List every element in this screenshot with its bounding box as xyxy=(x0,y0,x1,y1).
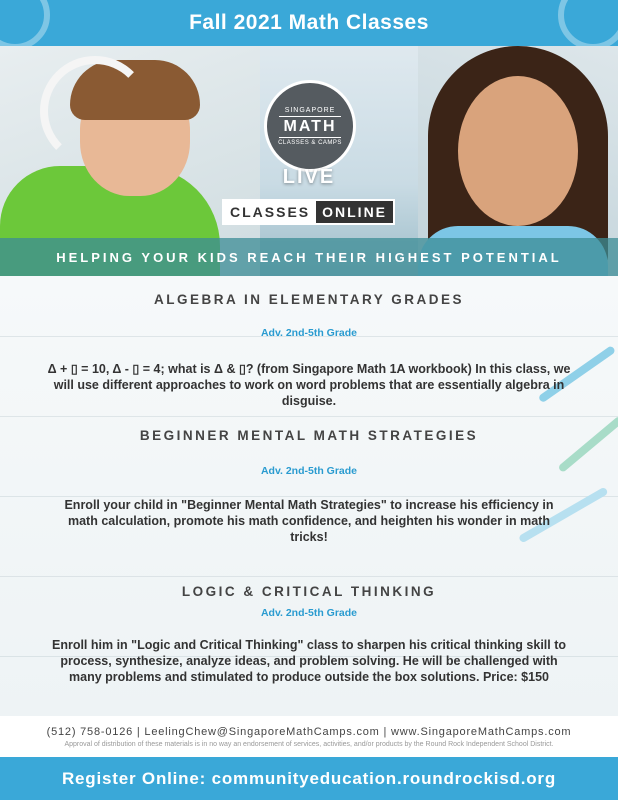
class-algebra xyxy=(40,292,578,409)
online-label: ONLINE xyxy=(316,201,393,223)
class-description-block xyxy=(40,637,578,685)
wood-grain xyxy=(0,416,618,417)
logo-top-text: SINGAPORE xyxy=(284,106,336,114)
hero-photo xyxy=(0,46,618,276)
class-title: BEGINNER MENTAL MATH STRATEGIES xyxy=(139,428,479,443)
class-description: Δ + ▯ = 10, Δ - ▯ = 4; what is Δ & ▯? (from Singapore Math 1A workbook) In this class, we will use different approaches to work on word problems that are essentially algebra in disguise. xyxy=(47,362,571,408)
tagline-bar xyxy=(0,238,618,276)
header-bar xyxy=(0,0,618,46)
class-price: Price: $150 xyxy=(482,670,549,684)
wood-grain xyxy=(0,576,618,577)
singapore-math-logo xyxy=(264,80,356,172)
class-title: LOGIC & CRITICAL THINKING xyxy=(181,584,437,599)
live-label: LIVE xyxy=(282,166,336,188)
register-bar xyxy=(0,757,618,800)
class-logic xyxy=(40,584,578,685)
logo-bottom-text: CLASSES & CAMPS xyxy=(278,139,342,146)
content-area xyxy=(0,276,618,716)
classes-online-badge xyxy=(222,199,395,225)
page-title: Fall 2021 Math Classes xyxy=(189,11,429,34)
class-description: Enroll your child in "Beginner Mental Math Strategies" to increase his efficiency in math calculation, promote his math confidence, and heighten his wonder in math tricks! xyxy=(64,498,554,544)
logo-main-text: MATH xyxy=(279,116,340,138)
class-description: Enroll him in "Logic and Critical Thinking" class to sharpen his critical thinking skill to process, synthesize, analyze ideas, and problem solving. He will be challenged with many problems and stimulated to produce outside the box solutions. xyxy=(51,638,567,684)
class-grade: Adv. 2nd-5th Grade xyxy=(260,465,358,477)
girl-face xyxy=(458,76,578,226)
class-grade: Adv. 2nd-5th Grade xyxy=(260,607,358,619)
clock-decoration-icon xyxy=(558,0,618,50)
class-title: ALGEBRA IN ELEMENTARY GRADES xyxy=(153,292,464,307)
clock-decoration-icon xyxy=(0,0,50,50)
classes-label: CLASSES xyxy=(224,201,316,223)
headphones-icon xyxy=(40,56,150,166)
tagline-text: HELPING YOUR KIDS REACH THEIR HIGHEST POTENTIAL xyxy=(56,249,562,265)
disclaimer: Approval of distribution of these materials is in no way an endorsement of services, activities, and/or products by the Round Rock Independent School District. xyxy=(64,741,554,748)
register-link[interactable]: Register Online: communityeducation.roundrockisd.org xyxy=(61,768,557,788)
class-grade: Adv. 2nd-5th Grade xyxy=(260,327,358,339)
class-mental-math xyxy=(40,428,578,545)
contact-info: (512) 758-0126 | LeelingChew@SingaporeMathCamps.com | www.SingaporeMathCamps.com xyxy=(46,726,572,738)
